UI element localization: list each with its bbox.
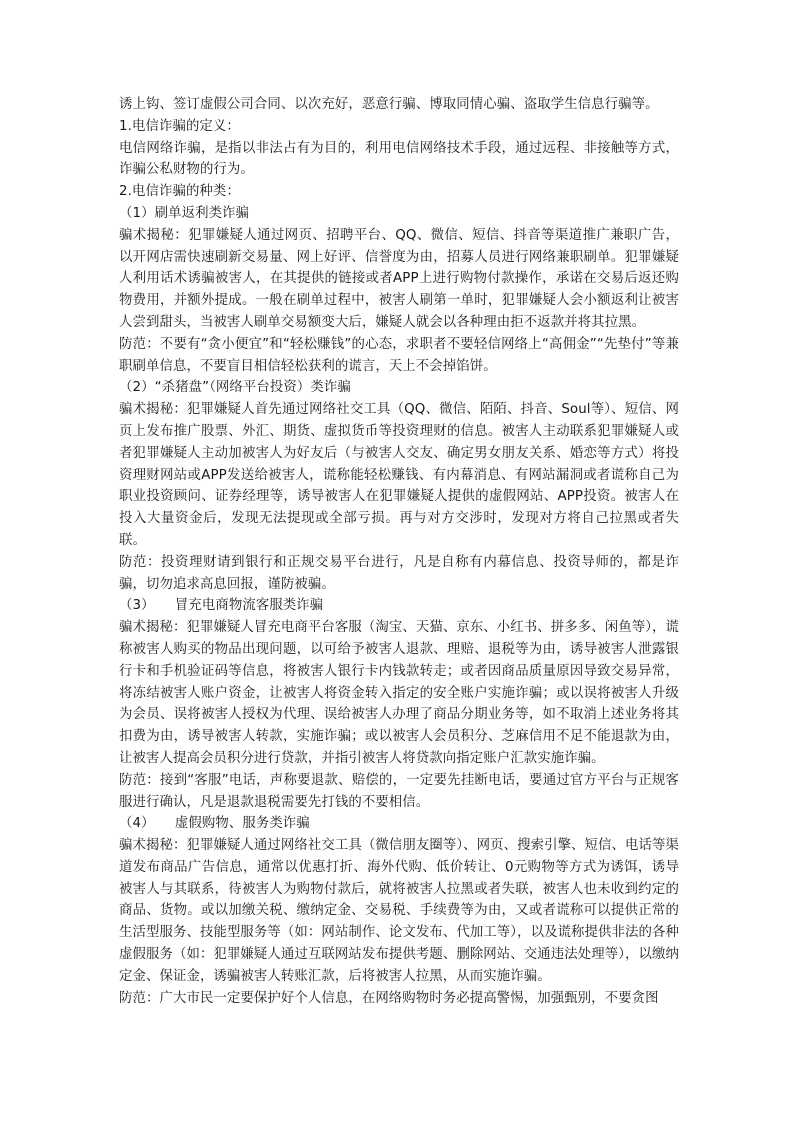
paragraph-type-4-method: 骗术揭秘：犯罪嫌疑人通过网络社交工具（微信朋友圈等）、网页、搜索引擎、短信、电话等渠道发布商品广告信息，通常以优惠打折、海外代购、低价转让、0元购物等方式为诱饵，诱导被害人与其联系，待被害人为购物付款后，就将被害人拉黑或者失联，被害人也未收到约定的商品、货物。或以加缴关税、缴纳定金、交易税、手续费等为由，又或者谎称可以提供正常的生活型服务、技能型服务等（如：网站制作、论文发布、代加工等），以及谎称提供非法的各种虚假服务（如：犯罪嫌疑人通过互联网站发布提供考题、删除网站、交通违法处理等），以缴纳定金、保证金，诱骗被害人转账汇款，后将被害人拉黑，从而实施诈骗。 (119, 838, 679, 984)
paragraph-type-3-prevention: 防范：接到“客服”电话，声称要退款、赔偿的，一定要先挂断电话，要通过官方平台与正规客服进行确认，凡是退款退税需要先打钱的不要相信。 (119, 772, 679, 810)
paragraph-type-2-prevention: 防范：投资理财请到银行和正规交易平台进行，凡是自称有内幕信息、投资导师的，都是诈骗，切勿追求高息回报，谨防被骗。 (119, 554, 679, 592)
paragraph-intro-continuation: 诱上钩、签订虚假公司合同、以次充好，恶意行骗、博取同情心骗、盗取学生信息行骗等。 (119, 97, 659, 112)
paragraph-type-3-method: 骗术揭秘：犯罪嫌疑人冒充电商平台客服（淘宝、天猫、京东、小红书、拼多多、闲鱼等），谎称被害人购买的物品出现问题，以可给予被害人退款、理赔、退税等为由，诱导被害人泄露银行卡和手机验证码等信息，将被害人银行卡内钱款转走；或者因商品质量原因导致交易异常，将冻结被害人账户资金，让被害人将资金转入指定的安全账户实施诈骗；或以误将被害人升级为会员、误将被害人授权为代理、误给被害人办理了商品分期业务等，如不取消上述业务将其扣费为由，诱导被害人转款，实施诈骗；或以被害人会员积分、芝麻信用不足不能退款为由，让被害人提高会员积分进行贷款，并指引被害人将贷款向指定账户汇款实施诈骗。 (119, 620, 679, 766)
subheading-type-4: （4） 虚假购物、服务类诈骗 (119, 816, 310, 832)
paragraph-type-4-prevention: 防范：广大市民一定要保护好个人信息，在网络购物时务必提高警惕，加强甄别，不要贪图 (119, 990, 659, 1006)
paragraph-type-1-method: 骗术揭秘：犯罪嫌疑人通过网页、招聘平台、QQ、微信、短信、抖音等渠道推广兼职广告，以开网店需快速刷新交易量、网上好评、信誉度为由，招募人员进行网络兼职刷单。犯罪嫌疑人利用话术诱骗被害人，在其提供的链接或者APP上进行购物付款操作，承诺在交易后返还购物费用，并额外提成。一般在刷单过程中，被害人刷第一单时，犯罪嫌疑人会小额返利让被害人尝到甜头，当被害人刷单交易额变大后，嫌疑人就会以各种理由拒不返款并将其拉黑。 (119, 227, 679, 330)
paragraph-type-2-method: 骗术揭秘：犯罪嫌疑人首先通过网络社交工具（QQ、微信、陌陌、抖音、Soul等）、短信、网页上发布推广股票、外汇、期货、虚拟货币等投资理财的信息。被害人主动联系犯罪嫌疑人或者犯罪嫌疑人主动加被害人为好友后（与被害人交友、确定男女朋友关系、婚恋等方式）将投资理财网站或APP发送给被害人，谎称能轻松赚钱、有内幕消息、有网站漏洞或者谎称自己为职业投资顾问、证券经理等，诱导被害人在犯罪嫌疑人提供的虚假网站、APP投资。被害人在投入大量资金后，发现无法提现或全部亏损。再与对方交涉时，发现对方将自己拉黑或者失联。 (119, 402, 679, 548)
subheading-type-3: （3） 冒充电商物流客服类诈骗 (119, 598, 324, 614)
paragraph-definition: 电信网络诈骗，是指以非法占有为目的，利用电信网络技术手段，通过远程、非接触等方式，诈骗公私财物的行为。 (119, 140, 679, 178)
document-body (119, 94, 679, 1009)
paragraph-type-1-prevention: 防范：不要有“贪小便宜”和“轻松赚钱”的心态，求职者不要轻信网络上“高佣金”“先垫付”等兼职刷单信息，不要盲目相信轻松获利的谎言，天上不会掉馅饼。 (119, 336, 679, 374)
heading-definition: 1.电信诈骗的定义： (119, 118, 240, 134)
heading-types: 2.电信诈骗的种类： (119, 184, 240, 200)
subheading-type-1: （1）刷单返利类诈骗 (119, 205, 250, 221)
subheading-type-2: （2）“杀猪盘”（网络平台投资）类诈骗 (119, 380, 351, 396)
